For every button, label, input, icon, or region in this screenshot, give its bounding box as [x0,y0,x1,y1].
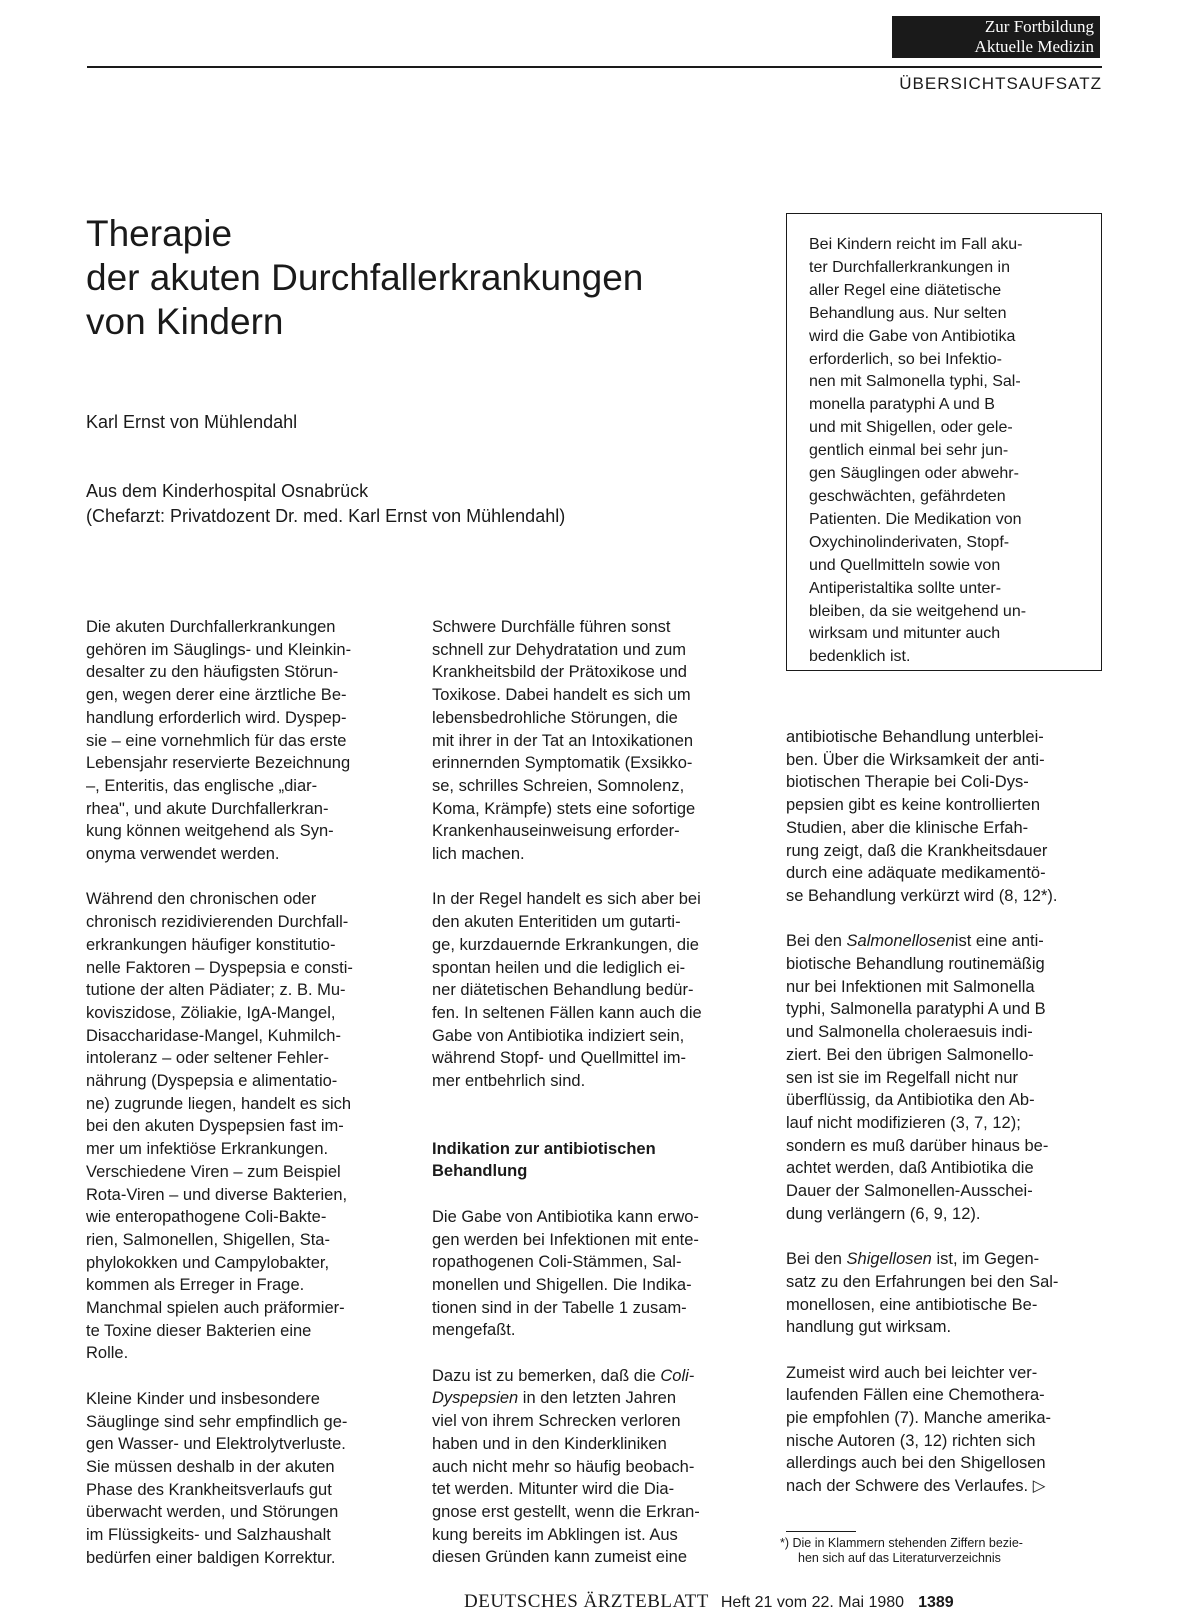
text-line: Die Gabe von Antibiotika kann erwo- [432,1207,699,1226]
text-line: monellen und Shigellen. Die Indika- [432,1275,692,1294]
text-line: nische Autoren (3, 12) richten sich [786,1431,1036,1450]
text-line: durch eine adäquate medikamentö- [786,864,1046,883]
emphasis: Salmonellosen [846,932,955,951]
text-line: rung zeigt, daß die Krankheitsdauer [786,841,1048,860]
text-line: mit ihrer in der Tat an Intoxikationen [432,731,694,750]
paragraph [432,1365,758,1569]
abstract-line: geschwächten, gefährdeten [809,487,1006,505]
text-line: kommen als Erreger in Frage. [86,1276,305,1295]
emphasis: Coli- [660,1366,695,1385]
affiliation-line: Aus dem Kinderhospital Osnabrück [86,481,369,501]
paragraph [786,930,1112,1225]
text-line: Sie müssen deshalb in der akuten [86,1457,335,1476]
text-line: kung bereits im Abklingen ist. Aus [432,1525,678,1544]
text-line: lauf nicht modifizieren (3, 7, 12); [786,1113,1021,1132]
text-line: handlung erforderlich wird. Dyspep- [86,708,347,727]
text-line: gnose erst gestellt, wenn die Erkran- [432,1502,700,1521]
text-line: typhi, Salmonella paratyphi A und B [786,1000,1046,1019]
text-line: überflüssig, da Antibiotika den Ab- [786,1091,1035,1110]
author-name: Karl Ernst von Mühlendahl [86,412,298,432]
text-line: schnell zur Dehydratation und zum [432,640,687,659]
text-line: erinnernden Symptomatik (Exsikko- [432,754,693,773]
text-line: Manchmal spielen auch präformier- [86,1299,345,1318]
abstract-line: Patienten. Die Medikation von [809,510,1022,528]
text-line: Dyspepsien in den letzten Jahren [432,1389,676,1408]
paragraph [432,1206,758,1342]
text-line: satz zu den Erfahrungen bei den Sal- [786,1272,1059,1291]
heading-line: Behandlung [432,1162,528,1181]
text-line: spontan heilen und die lediglich ei- [432,958,686,977]
text-line: rien, Salmonellen, Shigellen, Sta- [86,1230,330,1249]
text-line: mer entbehrlich sind. [432,1072,586,1091]
rubric-line-2: Aktuelle Medizin [974,37,1094,56]
abstract-line: gen Säuglingen oder abwehr- [809,465,1019,483]
paragraph [86,888,412,1365]
abstract-line: bedenklich ist. [809,648,911,666]
abstract-line: wird die Gabe von Antibiotika [809,327,1016,345]
abstract-line: ter Durchfallerkrankungen in [809,258,1010,276]
abstract-box [786,213,1102,671]
text-line: diesen Gründen kann zumeist eine [432,1548,687,1567]
affiliation-line: (Chefarzt: Privatdozent Dr. med. Karl Ernst von Mühlendahl) [86,506,566,526]
affiliation [86,479,565,529]
text-line: achtet werden, daß Antibiotika die [786,1159,1034,1178]
text-line: biotische Behandlung routinemäßig [786,955,1045,974]
text-line: bedürfen einer baldigen Korrektur. [86,1548,336,1567]
text-line: nach der Schwere des Verlaufes. ▷ [786,1477,1046,1496]
emphasis: Dyspepsien [432,1389,519,1408]
page-number: 1389 [918,1594,954,1611]
paragraph [86,1388,412,1570]
text-line: In der Regel handelt es sich aber bei [432,890,701,909]
abstract-line: Bei Kindern reicht im Fall aku- [809,236,1023,253]
paragraph [786,1248,1112,1339]
text-line: Dauer der Salmonellen-Ausschei- [786,1182,1033,1201]
text-line: nur bei Infektionen mit Salmonella [786,977,1035,996]
abstract-line: monella paratyphi A und B [809,396,995,414]
text-line: Koma, Krämpfe) stets eine sofortige [432,799,696,818]
text-line: handlung gut wirksam. [786,1318,952,1337]
text-line: Schwere Durchfälle führen sonst [432,618,671,636]
text-line: den akuten Enteritiden um gutarti- [432,913,681,932]
text-line: Lebensjahr reservierte Bezeichnung [86,754,351,773]
text-line: Krankheitsbild der Prätoxikose und [432,663,687,682]
text-line: im Flüssigkeits- und Salzhaushalt [86,1526,331,1545]
text-line: dung verlängern (6, 9, 12). [786,1204,981,1223]
text-line: onyma verwendet werden. [86,845,280,864]
paragraph [786,726,1112,908]
footnote [780,1536,1023,1566]
section-heading [432,1138,758,1183]
title-line: Therapie [86,213,233,254]
heading-line: Indikation zur antibiotischen [432,1139,656,1158]
text-line: biotischen Therapie bei Coli-Dys- [786,773,1029,792]
abstract-line: gentlich einmal bei sehr jun- [809,442,1009,460]
footnote-line: hen sich auf das Literaturverzeichnis [798,1551,1001,1565]
text-line: mer um infektiöse Erkrankungen. [86,1140,329,1159]
text-line: sondern es muß darüber hinaus be- [786,1136,1049,1155]
rubric-line-1: Zur Fortbildung [984,17,1094,36]
text-line: Krankenhauseinweisung erforder- [432,822,680,841]
emphasis: Shigellosen [846,1250,932,1269]
text-line: nelle Faktoren – Dyspepsia e consti- [86,958,353,977]
title-line: von Kindern [86,301,284,342]
text-line: lich machen. [432,845,525,864]
abstract-line: bleiben, da sie weitgehend un- [809,602,1027,620]
header-rule [87,66,1102,68]
text-line: Disaccharidase-Mangel, Kuhmilch- [86,1026,341,1045]
footnote-rule [786,1531,856,1532]
text-line: ge, kurzdauernde Erkrankungen, die [432,935,699,954]
text-line: intoleranz – oder seltener Fehler- [86,1049,330,1068]
text-line: lebensbedrohliche Störungen, die [432,708,678,727]
text-line: se Behandlung verkürzt wird (8, 12*). [786,886,1058,905]
abstract-line: nen mit Salmonella typhi, Sal- [809,373,1021,391]
paragraph [86,616,412,866]
text-line: Gabe von Antibiotika indiziert sein, [432,1026,685,1045]
text-line: se, schrilles Schreien, Somnolenz, [432,776,685,795]
text-line: desalter zu den häufigsten Störun- [86,663,339,682]
paragraph [432,888,758,1092]
text-line: phylokokken und Campylobakter, [86,1253,330,1272]
text-line: rhea", und akute Durchfallerkran- [86,799,329,818]
issue-info: Heft 21 vom 22. Mai 1980 [720,1594,905,1611]
body-column-1 [86,616,412,1570]
text-line: –, Enteritis, das englische „diar- [86,776,318,795]
text-line: nährung (Dyspepsia e alimentatio- [86,1072,338,1091]
text-line: Studien, aber die klinische Erfah- [786,818,1029,837]
text-line: während Stopf- und Quellmittel im- [432,1049,687,1068]
text-line: te Toxine dieser Bakterien eine [86,1321,312,1340]
text-line: chronisch rezidivierenden Durchfall- [86,913,349,932]
text-line: Säuglinge sind sehr empfindlich ge- [86,1412,348,1431]
text-line: laufenden Fällen eine Chemothera- [786,1386,1045,1405]
body-column-3 [786,726,1112,1498]
text-line: koviszidose, Zöliakie, IgA-Mangel, [86,1003,336,1022]
text-line: erkrankungen häufiger konstitutio- [86,935,336,954]
text-line: bei den akuten Dyspepsien fast im- [86,1117,344,1136]
text-line: gen, wegen derer eine ärztliche Be- [86,686,347,705]
text-line: monellosen, eine antibiotische Be- [786,1295,1038,1314]
text-line: Bei den Salmonellosenist eine anti- [786,932,1044,951]
paragraph [786,1362,1112,1498]
text-line: mengefaßt. [432,1321,516,1340]
text-line: auch nicht mehr so häufig beobach- [432,1457,695,1476]
text-line: sen ist sie im Regelfall nicht nur [786,1068,1019,1087]
text-line: Die akuten Durchfallerkrankungen [86,618,336,636]
text-line: pie empfohlen (7). Manche amerika- [786,1409,1052,1428]
abstract-line: Behandlung aus. Nur selten [809,304,1007,322]
text-line: antibiotische Behandlung unterblei- [786,728,1044,746]
text-line: sie – eine vornehmlich für das erste [86,731,347,750]
journal-name: DEUTSCHES ÄRZTEBLATT [464,1591,709,1612]
text-line: ne) zugrunde liegen, handelt es sich [86,1094,352,1113]
abstract-line: Antiperistaltika sollte unter- [809,579,1002,597]
text-line: tionen sind in der Tabelle 1 zusam- [432,1298,687,1317]
rubric-badge [892,16,1100,58]
text-line: Rota-Viren – und diverse Bakterien, [86,1185,348,1204]
text-line: viel von ihrem Schrecken verloren [432,1412,681,1431]
text-line: fen. In seltenen Fällen kann auch die [432,1003,702,1022]
text-line: Kleine Kinder und insbesondere [86,1389,320,1408]
paragraph [432,616,758,866]
text-line: ropathogenen Coli-Stämmen, Sal- [432,1253,682,1272]
text-line: tet werden. Mitunter wird die Dia- [432,1480,675,1499]
text-line: Zumeist wird auch bei leichter ver- [786,1363,1038,1382]
text-line: ner diätetischen Behandlung bedür- [432,981,694,1000]
article-title [86,212,726,344]
text-line: Rolle. [86,1344,129,1363]
abstract-line: und Quellmitteln sowie von [809,556,1001,574]
body-column-2 [432,616,758,1569]
abstract-line: Oxychinolinderivaten, Stopf- [809,533,1010,551]
footnote-line: *) Die in Klammern stehenden Ziffern bezie- [780,1536,1023,1550]
text-line: kung können weitgehend als Syn- [86,822,334,841]
text-line: Dazu ist zu bemerken, daß die Coli- [432,1366,695,1385]
abstract-line: erforderlich, so bei Infektio- [809,350,1002,368]
text-line: pepsien gibt es keine kontrollierten [786,796,1041,815]
text-line: überwacht werden, und Störungen [86,1503,339,1522]
title-line: der akuten Durchfallerkrankungen [86,257,644,298]
text-line: Bei den Shigellosen ist, im Gegen- [786,1250,1040,1269]
text-line: Toxikose. Dabei handelt es sich um [432,686,691,705]
text-line: gen werden bei Infektionen mit ente- [432,1230,699,1249]
text-line: Verschiedene Viren – zum Beispiel [86,1162,341,1181]
text-line: ben. Über die Wirksamkeit der anti- [786,750,1045,769]
section-label: ÜBERSICHTSAUFSATZ [899,74,1102,93]
text-line: gen Wasser- und Elektrolytverluste. [86,1435,346,1454]
text-line: Während den chronischen oder [86,890,317,909]
text-line: allerdings auch bei den Shigellosen [786,1454,1046,1473]
text-line: haben und in den Kinderkliniken [432,1434,667,1453]
text-line: wie enteropathogene Coli-Bakte- [86,1208,327,1227]
abstract-line: aller Regel eine diätetische [809,281,1002,299]
text-line: und Salmonella choleraesuis indi- [786,1023,1033,1042]
text-line: ziert. Bei den übrigen Salmonello- [786,1045,1034,1064]
text-line: tutione der alten Pädiater; z. B. Mu- [86,981,346,1000]
abstract-line: wirksam und mitunter auch [809,625,1001,643]
text-line: gehören im Säuglings- und Kleinkin- [86,640,352,659]
text-line: Phase des Krankheitsverlaufs gut [86,1480,332,1499]
abstract-line: und mit Shigellen, oder gele- [809,419,1013,437]
page-footer [464,1591,954,1613]
